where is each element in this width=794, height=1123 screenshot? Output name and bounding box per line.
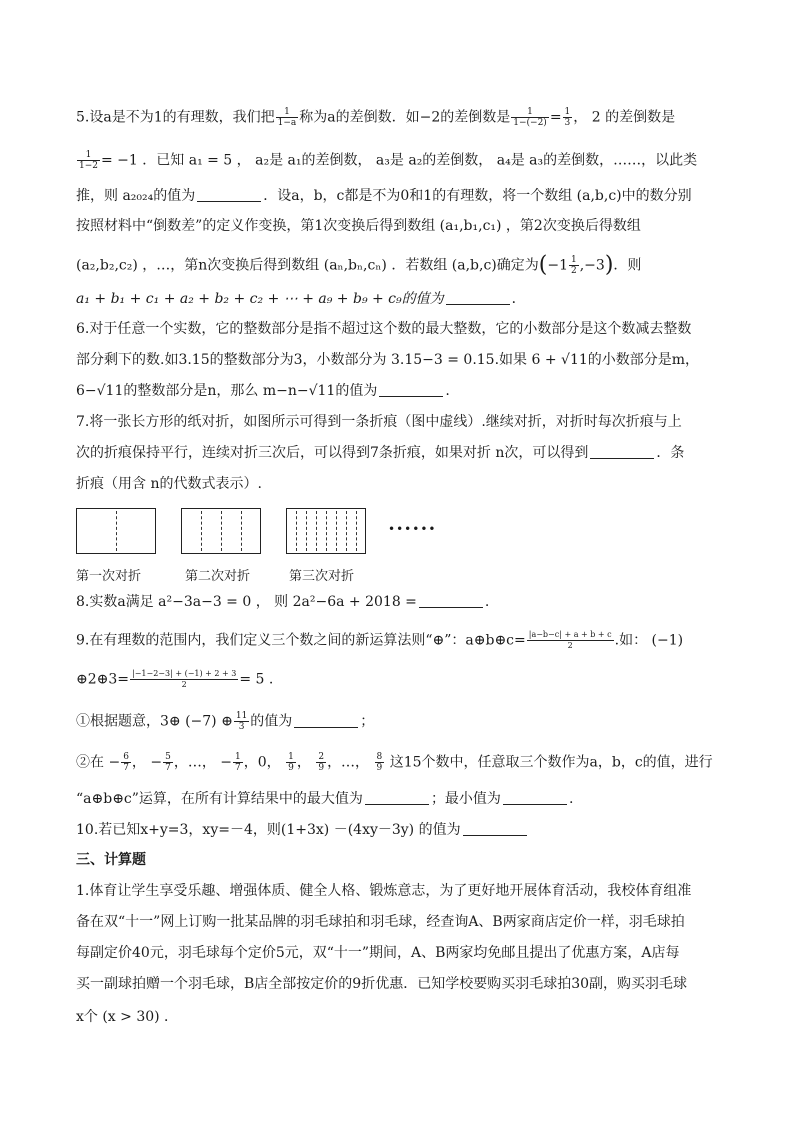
fraction: $\frac{|-1-2-3| + (-1) + 2 + 3}{2}$ [132,669,237,689]
q8-line: 8.实数a满足 a²−3a−3 = 0 ， 则 2a²−6a + 2018 = . [76,594,490,610]
fraction: $\frac{5}{7}$ [165,752,171,773]
q9-line-1: 9.在有理数的范围内，我们定义三个数之间的新运算法则“⊕”：a⊕b⊕c= $\frac{|a-b-c| + a + b + c}{2}$ .如： (−1) [76,630,684,650]
ellipsis-dots: •••••• [388,522,437,536]
q9-line-2: ⊕2⊕3= $\frac{|-1-2-3| + (-1) + 2 + 3}{2}$ = 5 . [76,669,274,689]
fraction: $\frac{1}{2}$ [570,255,577,276]
q9-sub-1: ①根据题意，3⊕ (−7) ⊕ $\frac{11}{3}$ 的值为 ； [76,711,375,732]
caption-fold-1: 第一次对折 [76,569,142,584]
answer-blank[interactable] [463,821,527,836]
q6-line-1: 6.对于任意一个实数，它的整数部分是指不超过这个数的最大整数，它的小数部分是这个数减去整数 [76,321,692,337]
q5-text: = −1 ．已知 a₁ = 5 ， a₂是 a₁的差倒数， a₃是 a₂的差倒数， a₄是 a₃的差倒数，……，以此类 [101,152,698,169]
fold-crease [326,511,327,551]
q6-line-2: 部分剩下的数.如3.15的整数部分为3，小数部分为 3.15−3 = 0.15.如果 6 + √11的小数部分是m， [76,352,700,368]
fraction: $\frac{8}{9}$ [376,752,383,773]
q5-line-5: (a₂,b₂,c₂) ，…，第n次变换后得到数组 (aₙ,bₙ,cₙ) ．若数组 (a,b,c)确定为(−1 $\frac{1}{2}$ ,−3)．则 [76,252,642,278]
fraction: $\frac{1}{9}$ [288,752,294,773]
answer-blank[interactable] [197,187,261,202]
q7-line-2: 次的折痕保持平行，连续对折三次后，可以得到7条折痕，如果对折 n次，可以得到 ．条 [76,445,685,461]
fraction: $\frac{1}{1-a}$ [277,107,297,128]
q5-text: ， 2 的差倒数是 [573,109,676,126]
q5-text: 称为a的差倒数．如−2的差倒数是 [299,109,511,126]
q9-sub-3: “a⊕b⊕c”运算，在所有计算结果中的最大值为 ；最小值为 . [76,791,574,807]
q9-sub-2: ②在 − $\frac{6}{7}$ ， − $\frac{5}{7}$ ，…， − $\frac{1}{7}$ ，0， $\frac{1}{9}$ ， $\frac{2}{9}$ ，…， $\frac{8}{9}$ 这15个数中，任意取三个数作为a，b，c的值，进行 [76,752,713,773]
q5-line-1: 5.设a是不为1的有理数，我们把 $\frac{1}{1-a}$ 称为a的差倒数．如−2的差倒数是 $\frac{1}{1-(-2)}$ = $\frac{1}{3}$ ， 2 的差倒数是 [76,107,676,128]
fraction: $\frac{2}{9}$ [318,752,325,773]
answer-blank[interactable] [294,713,358,728]
answer-blank[interactable] [590,444,654,459]
fold-crease [356,511,357,551]
fraction: $\frac{11}{3}$ [235,711,248,732]
fold-crease [241,511,242,551]
fold-crease [346,511,347,551]
s3-line-1: 1.体育让学生享受乐趣、增强体质、健全人格、锻炼意志，为了更好地开展体育活动，我校体育组准 [76,883,692,899]
fold-crease [296,511,297,551]
q5-line-6: a₁ + b₁ + c₁ + a₂ + b₂ + c₂ + ⋯ + a₉ + b₉ + c₉的值为 ． [76,291,526,307]
q5-line-3: 推，则 a₂₀₂₄的值为 ．设a，b，c都是不为0和1的有理数，将一个数组 (a,b,c)中的数分别 [76,188,692,204]
fold-crease [316,511,317,551]
s3-line-3: 每副定价40元，羽毛球每个定价5元，双“十一”期间，A、B两家均免邮且提出了优惠方案，A店每 [76,945,680,961]
q7-line-1: 7.将一张长方形的纸对折，如图所示可得到一条折痕（图中虚线）.继续对折，对折时每次折痕与上 [76,414,682,430]
fold-figure-2 [181,508,261,554]
fraction: $\frac{1}{3}$ [564,107,571,128]
answer-blank[interactable] [419,593,483,608]
q5-line-2 [76,150,697,171]
answer-blank[interactable] [365,790,429,805]
fold-crease [201,511,202,551]
fold-figure-1 [76,508,156,554]
answer-blank[interactable] [503,790,567,805]
caption-fold-2: 第二次对折 [185,569,251,584]
section-heading: 三、计算题 [76,852,146,868]
fold-crease [221,511,222,551]
s3-line-5: x个 (x > 30) ． [76,1009,179,1025]
fraction: $\frac{1}{7}$ [235,752,241,773]
fraction: $\frac{1}{1-2}$ [79,150,98,171]
q7-line-3: 折痕（用含 n的代数式表示）. [76,476,262,492]
fold-crease [116,511,117,551]
s3-line-4: 买一副球拍赠一个羽毛球，B店全部按定价的9折优惠．已知学校要购买羽毛球拍30副，购买羽毛球 [76,976,688,992]
fraction: $\frac{1}{1-(-2)}$ [513,107,547,128]
s3-line-2: 备在双“十一”网上订购一批某品牌的羽毛球拍和羽毛球，经查询A、B两家商店定价一样，羽毛球拍 [76,914,685,930]
fold-crease [336,511,337,551]
q6-line-3: 6−√11的整数部分是n，那么 m−n−√11的值为 . [76,383,450,399]
fraction: $\frac{|a-b-c| + a + b + c}{2}$ [528,630,612,650]
answer-blank[interactable] [446,290,510,305]
q5-line-4: 按照材料中“倒数差”的定义作变换，第1次变换后得到数组 (a₁,b₁,c₁) ，第2次变换后得数组 [76,218,641,234]
answer-blank[interactable] [379,382,443,397]
fold-crease [306,511,307,551]
fraction: $\frac{6}{7}$ [123,752,129,773]
fold-figure-3 [286,508,366,554]
q5-text: 5.设a是不为1的有理数，我们把 [76,109,275,126]
caption-fold-3: 第三次对折 [289,569,355,584]
q10-line: 10.若已知x+y=3，xy=－4，则(1+3x) －(4xy－3y) 的值为 [76,820,529,840]
